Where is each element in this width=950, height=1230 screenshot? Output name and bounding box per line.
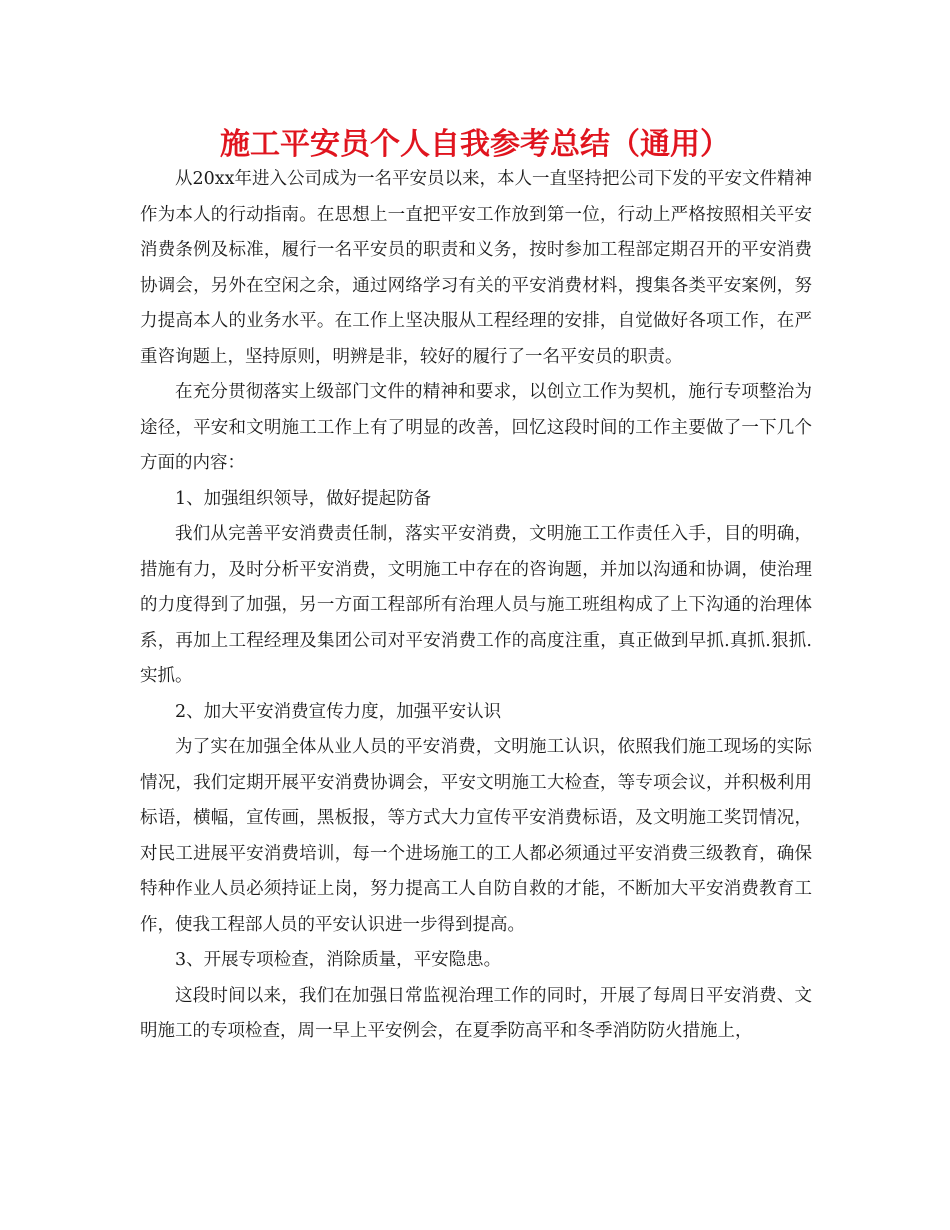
paragraph-section-1: 我们从完善平安消费责任制，落实平安消费，文明施工工作责任入手，目的明确，措施有力，及时分析平安消费，文明施工中存在的咨询题，并加以沟通和协调，使治理的力度得到了加强，另一方面工程部所有治理人员与施工班组构成了上下沟通的治理体系，再加上工程经理及集团公司对平安消费工作的高度注重，真正做到早抓.真抓.狠抓.实抓。	[140, 524, 812, 686]
section-heading-2: 2、加大平安消费宣传力度，加强平安认识	[175, 701, 502, 722]
document-body	[140, 162, 812, 1050]
paragraph-section-3: 这段时间以来，我们在加强日常监视治理工作的同时，开展了每周日平安消费、文明施工的专项检查，周一早上平安例会，在夏季防高平和冬季消防防火措施上，	[140, 985, 812, 1041]
section-heading-1: 1、加强组织领导，做好提起防备	[175, 488, 432, 509]
paragraph-overview: 在充分贯彻落实上级部门文件的精神和要求，以创立工作为契机，施行专项整治为途径，平安和文明施工工作上有了明显的改善，回忆这段时间的工作主要做了一下几个方面的内容：	[140, 382, 812, 473]
section-heading-3: 3、开展专项检查，消除质量，平安隐患。	[175, 950, 502, 970]
document-title: 施工平安员个人自我参考总结（通用）	[220, 127, 730, 162]
paragraph-section-2: 为了实在加强全体从业人员的平安消费，文明施工认识，依照我们施工现场的实际情况，我们定期开展平安消费协调会，平安文明施工大检查，等专项会议，并积极利用标语，横幅，宣传画，黑板报，等方式大力宣传平安消费标语，及文明施工奖罚情况，对民工进展平安消费培训，每一个进场施工的工人都必须通过平安消费三级教育，确保特种作业人员必须持证上岗，努力提高工人自防自救的才能，不断加大平安消费教育工作，使我工程部人员的平安认识进一步得到提高。	[140, 737, 812, 935]
paragraph-intro: 从20xx年进入公司成为一名平安员以来，本人一直坚持把公司下发的平安文件精神作为本人的行动指南。在思想上一直把平安工作放到第一位，行动上严格按照相关平安消费条例及标准，履行一名平安员的职责和义务，按时参加工程部定期召开的平安消费协调会，另外在空闲之余，通过网络学习有关的平安消费材料，搜集各类平安案例，努力提高本人的业务水平。在工作上坚决服从工程经理的安排，自觉做好各项工作，在严重咨询题上，坚持原则，明辨是非，较好的履行了一名平安员的职责。	[140, 169, 813, 367]
